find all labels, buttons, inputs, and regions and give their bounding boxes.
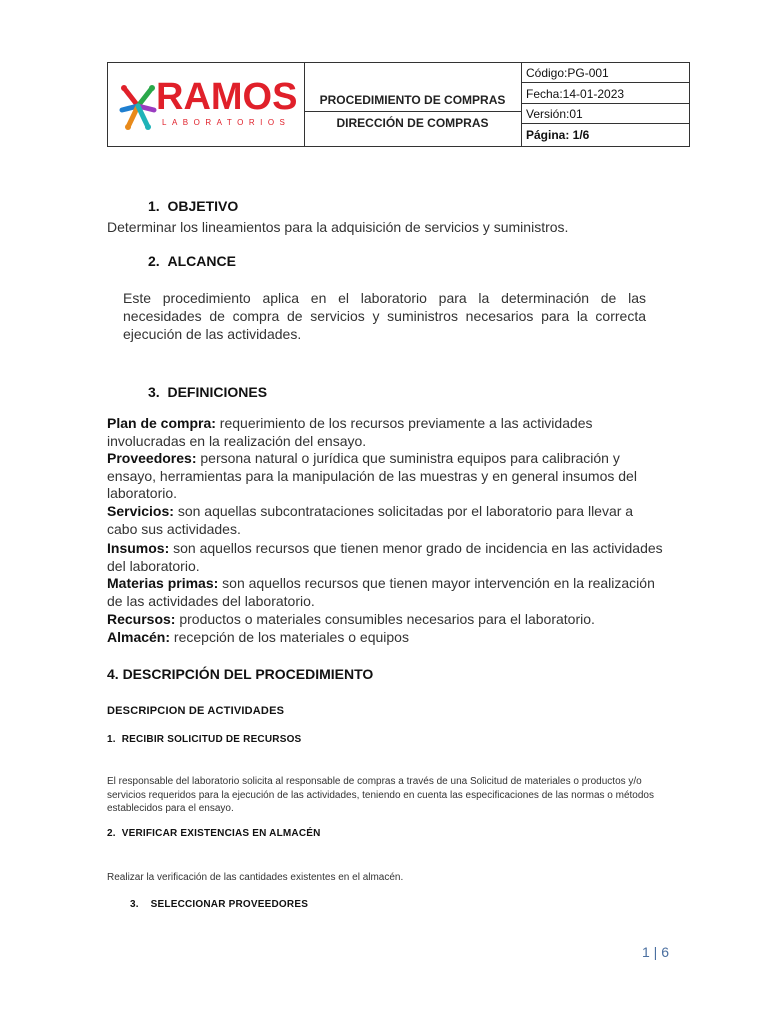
definition-term: Almacén: — [107, 629, 171, 645]
step-title: VERIFICAR EXISTENCIAS EN ALMACÉN — [121, 828, 321, 839]
definition-text: requerimiento de los recursos previamente a las actividades involucradas en la realización del ensayo. — [107, 415, 593, 449]
document-subtitle: DIRECCIÓN DE COMPRAS — [336, 116, 489, 130]
step-number: 2. — [107, 828, 116, 839]
definition-term: Materias primas: — [107, 575, 219, 591]
ramos-logo — [116, 75, 298, 137]
meta-code: Código:PG-001 — [521, 63, 689, 83]
definition-term: Recursos: — [107, 611, 176, 627]
logo-cell — [108, 63, 305, 146]
definition-term: Plan de compra: — [107, 415, 216, 431]
subheading-actividades: DESCRIPCION DE ACTIVIDADES — [107, 705, 285, 717]
page-number: 1 | 6 — [642, 944, 669, 960]
definition-text: son aquellas subcontrataciones solicitadas por el laboratorio para llevar a cabo sus actividades. — [107, 503, 634, 537]
title-divider — [304, 111, 521, 112]
step-2-text: Realizar la verificación de las cantidades existentes en el almacén. — [107, 872, 404, 883]
step-1-text: El responsable del laboratorio solicita al responsable de compras a través de una Solicitud de materiales o productos y/o servicios requeridos para la ejecución de las actividades, teniendo en cuenta las especificaciones de las normas o métodos establecidos para el ensayo. — [107, 776, 654, 814]
step-number: 1. — [107, 734, 116, 745]
meta-page: Página: 1/6 — [526, 128, 590, 142]
meta-cell — [521, 63, 689, 146]
heading-number: 2. — [148, 253, 160, 269]
document-title: PROCEDIMIENTO DE COMPRAS — [319, 93, 506, 107]
definition-text: persona natural o jurídica que suministra equipos para calibración y ensayo, herramientas para la manipulación de las muestras y en general insumos del laboratorio. — [107, 450, 637, 501]
logo-wordmark: RAMOS — [156, 76, 298, 118]
logo-subtitle: LABORATORIOS — [162, 118, 291, 127]
definition-item — [107, 450, 667, 503]
molecule-icon — [121, 85, 155, 130]
step-title: RECIBIR SOLICITUD DE RECURSOS — [121, 734, 302, 745]
title-cell — [304, 63, 522, 146]
step-2-title — [107, 828, 321, 839]
definition-term: Servicios: — [107, 503, 174, 519]
heading-number: 1. — [148, 198, 160, 214]
definition-item — [107, 629, 667, 647]
step-1-title — [107, 734, 301, 745]
definition-item — [107, 540, 667, 575]
heading-number: 3. — [148, 384, 160, 400]
heading-text: ALCANCE — [167, 253, 236, 269]
alcance-text: Este procedimiento aplica en el laboratorio para la determinación de las necesidades de compra de servicios y suministros necesarios para la correcta ejecución de las actividades. — [123, 290, 646, 342]
objetivo-text: Determinar los lineamientos para la adquisición de servicios y suministros. — [107, 219, 569, 235]
step-title: SELECCIONAR PROVEEDORES — [150, 899, 309, 910]
definition-text: son aquellos recursos que tienen mayor intervención en la realización de las actividades del laboratorio. — [107, 575, 655, 609]
section-heading-descripcion: 4. DESCRIPCIÓN DEL PROCEDIMIENTO — [107, 666, 374, 682]
section-heading-alcance — [148, 253, 236, 269]
meta-version: Versión:01 — [521, 104, 689, 124]
definition-item — [107, 575, 667, 610]
definition-term: Proveedores: — [107, 450, 197, 466]
step-number: 3. — [130, 899, 139, 910]
section-heading-objetivo — [148, 198, 238, 214]
definition-item — [107, 611, 667, 629]
section-heading-definiciones — [148, 384, 267, 400]
document-header — [107, 62, 690, 147]
definition-text: productos o materiales consumibles necesarios para el laboratorio. — [175, 611, 595, 627]
definition-item — [107, 415, 667, 450]
definition-item — [107, 503, 667, 538]
heading-text: OBJETIVO — [167, 198, 239, 214]
definition-term: Insumos: — [107, 540, 170, 556]
step-3-title — [130, 899, 308, 910]
heading-text: DEFINICIONES — [167, 384, 268, 400]
definition-text: recepción de los materiales o equipos — [170, 629, 409, 645]
meta-date: Fecha:14-01-2023 — [521, 84, 689, 104]
definition-text: son aquellos recursos que tienen menor grado de incidencia en las actividades del laboratorio. — [107, 540, 663, 574]
